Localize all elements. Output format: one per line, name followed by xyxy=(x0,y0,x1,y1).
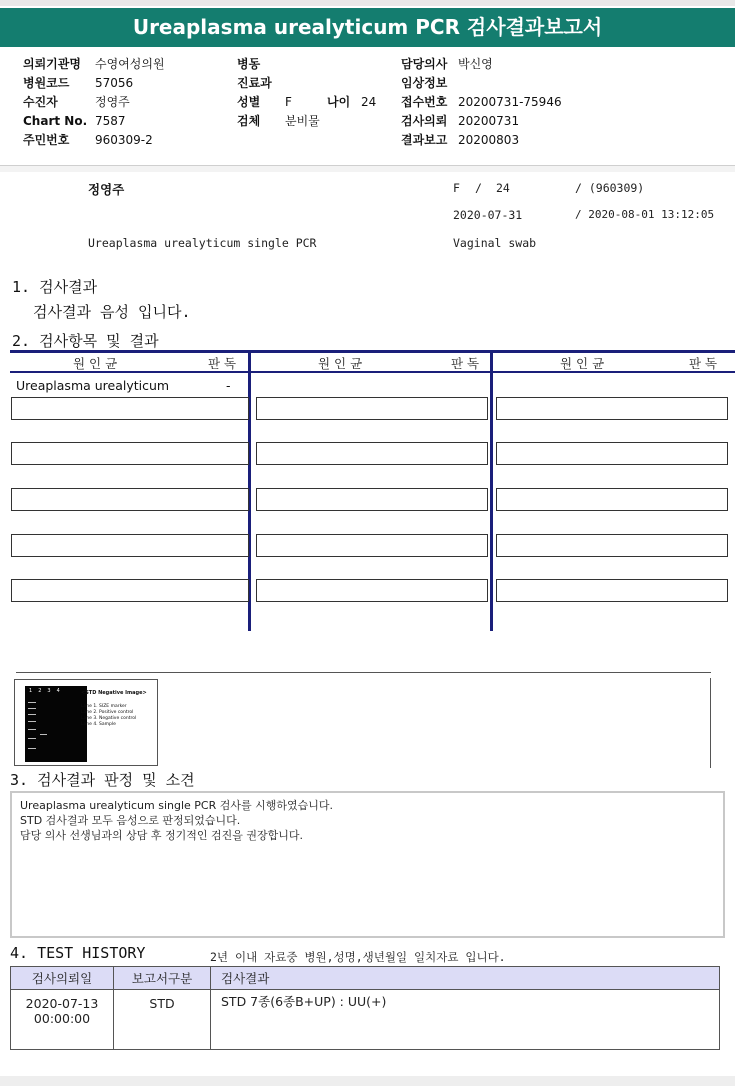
header-row-sex: 성별 F 나이 24 xyxy=(237,95,377,109)
header-row-report-date: 결과보고 20200803 xyxy=(401,133,520,147)
result-cell-empty xyxy=(496,397,728,420)
gel-caption-lane-1: Lane 1. SIZE marker xyxy=(81,704,127,709)
col-header-pathogen-2: 원 인 균 xyxy=(318,356,363,371)
header-row-clinical-info: 임상정보 xyxy=(401,76,448,90)
result-cell-empty xyxy=(11,579,249,602)
bottom-edge xyxy=(0,1076,735,1086)
summary-request-date: 2020-07-31 xyxy=(453,208,523,222)
history-date: 2020-07-13 xyxy=(25,996,99,1011)
summary-report-datetime: / 2020-08-01 13:12:05 xyxy=(575,208,715,221)
header-row-chart-no: Chart No. 7587 xyxy=(23,114,126,128)
section-1-title: 1. 검사결과 xyxy=(12,278,98,296)
result-cell-empty xyxy=(11,488,249,511)
item-name: Ureaplasma urealyticum xyxy=(16,378,170,393)
header-row-receipt-no: 접수번호 20200731-75946 xyxy=(401,95,562,109)
header-col-2 xyxy=(237,55,376,131)
gel-caption-lane-2: Lane 2. Positive control xyxy=(81,710,134,715)
col-header-judgement-1: 판 독 xyxy=(208,356,237,371)
result-cell-empty xyxy=(256,442,488,465)
header-row-patient: 수진자 정영주 xyxy=(23,95,130,109)
findings-line-1: Ureaplasma urealyticum single PCR 검사를 시행하였습니다. xyxy=(20,799,333,812)
header-col-3 xyxy=(401,55,562,150)
summary-slash: / xyxy=(475,181,482,195)
result-cell-empty xyxy=(11,534,249,557)
gel-band xyxy=(40,734,47,735)
history-time: 00:00:00 xyxy=(33,1011,91,1026)
gel-area-right-rule xyxy=(710,678,711,768)
table-header-rule xyxy=(10,371,735,373)
header-col-1 xyxy=(23,55,165,150)
gel-caption-title: <STD Negative Image> xyxy=(81,690,147,696)
gel-image xyxy=(25,686,87,762)
gel-band xyxy=(28,702,36,703)
col-header-pathogen-1: 원 인 균 xyxy=(73,356,118,371)
result-cell-empty xyxy=(496,488,728,511)
gel-band xyxy=(28,721,36,722)
header-shadow xyxy=(0,166,735,172)
gel-band xyxy=(28,738,36,739)
gel-band xyxy=(28,714,36,715)
history-header-row xyxy=(11,967,720,990)
col-header-judgement-2: 판 독 xyxy=(451,356,480,371)
history-date-cell xyxy=(11,990,114,1050)
result-cell-empty xyxy=(496,534,728,557)
result-cell-empty xyxy=(496,442,728,465)
history-type: STD xyxy=(114,990,211,1050)
result-cell-empty xyxy=(256,397,488,420)
result-cell-empty xyxy=(11,442,249,465)
gel-caption-lane-3: Lane 3. Negative control xyxy=(81,716,137,721)
result-cell-empty xyxy=(256,534,488,557)
section-4-title: 4. TEST HISTORY xyxy=(10,944,146,962)
header-row-ward: 병동 xyxy=(237,57,261,71)
result-cell-empty xyxy=(256,488,488,511)
gel-band xyxy=(28,708,36,709)
gel-area-top-rule xyxy=(16,672,711,673)
section-2-title: 2. 검사항목 및 결과 xyxy=(12,332,159,350)
summary-specimen: Vaginal swab xyxy=(453,236,537,250)
header-row-specimen: 검체 분비물 xyxy=(237,114,320,128)
col-header-pathogen-3: 원 인 균 xyxy=(560,356,605,371)
header-row-institution: 의뢰기관명 수영여성의원 xyxy=(23,57,165,71)
header-row-hospital-code: 병원코드 57056 xyxy=(23,76,134,90)
history-col-result: 검사결과 xyxy=(211,967,720,990)
gel-band xyxy=(28,748,36,749)
header-row-resident-no: 주민번호 960309-2 xyxy=(23,133,153,147)
table-top-rule xyxy=(10,350,735,353)
section-1-result: 검사결과 음성 입니다. xyxy=(33,303,191,321)
result-cell-empty xyxy=(256,579,488,602)
col-header-judgement-3: 판 독 xyxy=(689,356,718,371)
findings-box xyxy=(10,791,725,938)
section-3-title: 3. 검사결과 판정 및 소견 xyxy=(10,771,195,789)
history-col-type: 보고서구분 xyxy=(114,967,211,990)
header-row-department: 진료과 xyxy=(237,76,272,90)
summary-sex: F xyxy=(453,181,460,195)
summary-test-name: Ureaplasma urealyticum single PCR xyxy=(88,236,317,250)
result-cell-empty xyxy=(11,397,249,420)
header-row-request-date: 검사의뢰 20200731 xyxy=(401,114,520,128)
summary-patient-name: 정영주 xyxy=(88,182,125,197)
history-row xyxy=(11,990,720,1050)
summary-age: 24 xyxy=(496,181,510,195)
result-cell-empty xyxy=(496,579,728,602)
summary-birth: / (960309) xyxy=(575,181,645,195)
findings-line-3: 담당 의사 선생님과의 상담 후 정기적인 검진을 권장합니다. xyxy=(20,829,303,842)
gel-image-frame xyxy=(14,679,158,766)
header-row-doctor: 담당의사 박신영 xyxy=(401,57,493,71)
gel-lane-numbers: 1234 xyxy=(29,688,66,694)
findings-line-2: STD 검사결과 모두 음성으로 판정되었습니다. xyxy=(20,814,241,827)
item-result: - xyxy=(226,378,231,393)
section-4-note: 2년 이내 자료중 병원,성명,생년월일 일치자료 입니다. xyxy=(210,950,506,964)
gel-band xyxy=(28,729,36,730)
table-col-divider-2 xyxy=(490,353,493,631)
history-col-date: 검사의뢰일 xyxy=(11,967,114,990)
history-result: STD 7종(6종B+UP) : UU(+) xyxy=(211,990,720,1050)
report-title: Ureaplasma urealyticum PCR 검사결과보고서 xyxy=(0,8,735,47)
gel-caption-lane-4: Lane 4. Sample xyxy=(81,722,116,727)
top-edge xyxy=(0,0,735,6)
history-table xyxy=(10,966,720,1050)
